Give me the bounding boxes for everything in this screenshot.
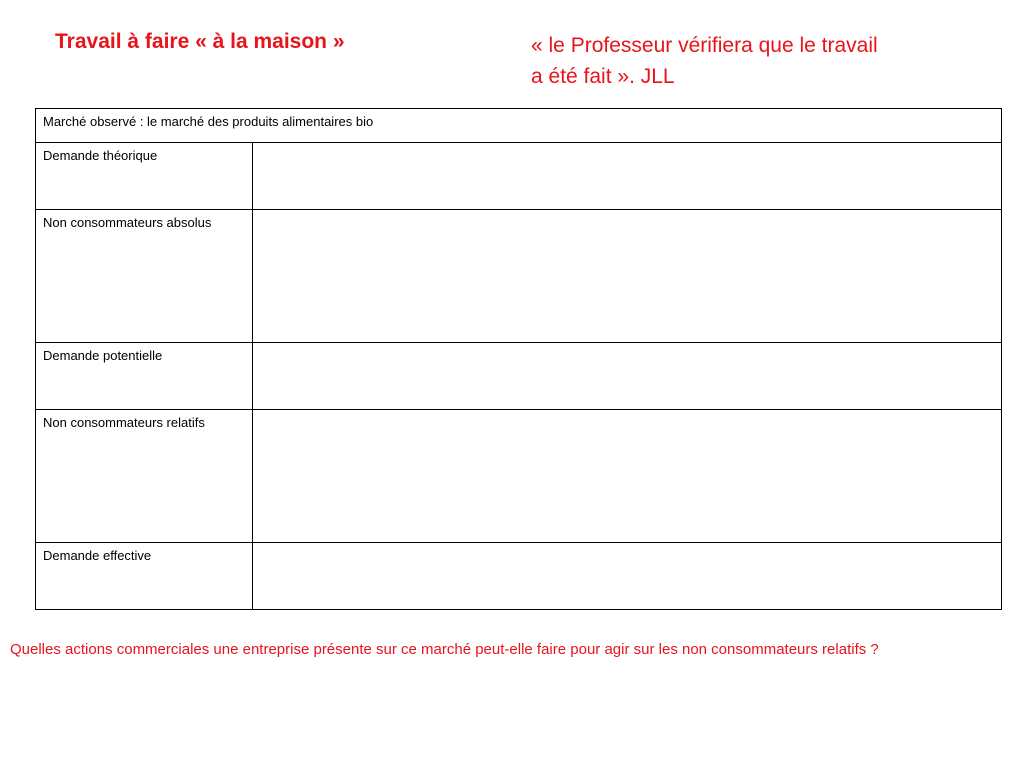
- row-label-demande-potentielle: Demande potentielle: [36, 343, 253, 410]
- table-row: [36, 143, 1002, 210]
- row-label-demande-effective: Demande effective: [36, 543, 253, 610]
- teacher-note: [531, 30, 951, 92]
- question-text: Quelles actions commerciales une entreprise présente sur ce marché peut-elle faire pour agir sur les non consommateurs relatifs ?: [10, 641, 879, 658]
- teacher-note-line-2: a été fait ». JLL: [531, 65, 675, 88]
- table-row: [36, 410, 1002, 543]
- row-label-non-consommateurs-relatifs: Non consommateurs relatifs: [36, 410, 253, 543]
- answer-cell-demande-theorique[interactable]: [253, 143, 1002, 210]
- table-row: [36, 210, 1002, 343]
- answer-cell-non-consommateurs-relatifs[interactable]: [253, 410, 1002, 543]
- table-row: [36, 343, 1002, 410]
- market-analysis-table: [35, 108, 1002, 610]
- table-heading-row: [36, 109, 1002, 143]
- answer-cell-demande-potentielle[interactable]: [253, 343, 1002, 410]
- teacher-note-line-1: « le Professeur vérifiera que le travail: [531, 34, 878, 57]
- row-label-demande-theorique: Demande théorique: [36, 143, 253, 210]
- table-heading: Marché observé : le marché des produits alimentaires bio: [36, 109, 1002, 143]
- answer-cell-demande-effective[interactable]: [253, 543, 1002, 610]
- row-label-non-consommateurs-absolus: Non consommateurs absolus: [36, 210, 253, 343]
- answer-cell-non-consommateurs-absolus[interactable]: [253, 210, 1002, 343]
- assignment-title: Travail à faire « à la maison »: [55, 30, 345, 53]
- table-row: [36, 543, 1002, 610]
